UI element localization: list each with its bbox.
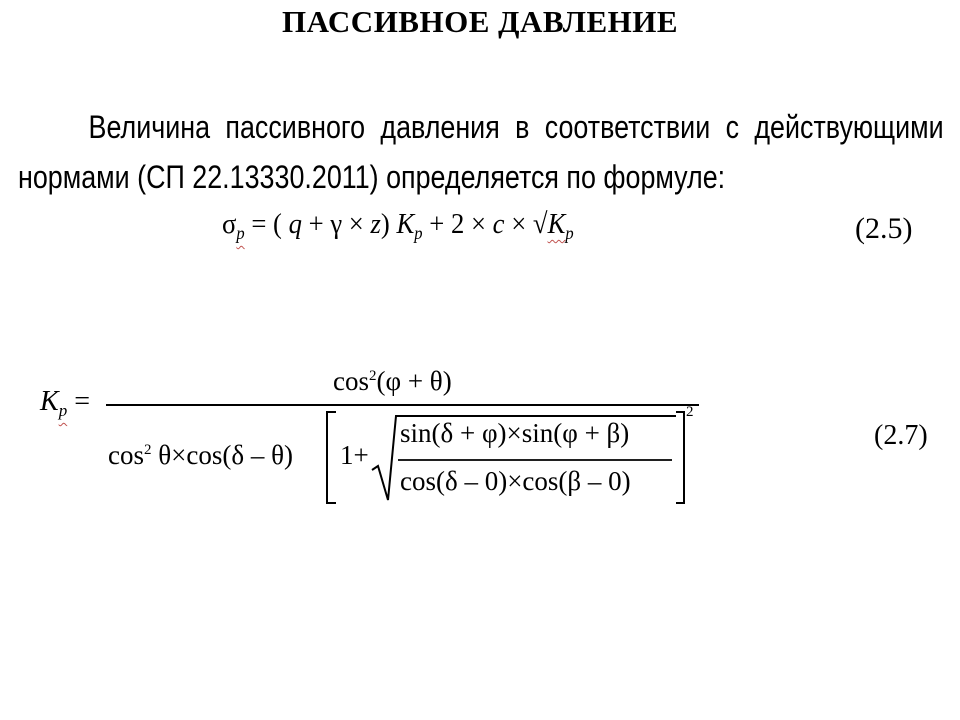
k-root-subscript: p — [565, 223, 574, 243]
sigma-subscript: p — [236, 223, 245, 243]
word: пассивного — [225, 109, 366, 145]
left-bracket — [327, 412, 336, 503]
equation-number-2-5: (2.5) — [855, 212, 913, 245]
word: действующими — [754, 109, 944, 145]
inner-numerator: sin(δ + φ)×sin(φ + β) — [400, 418, 630, 448]
formula-text: = ( — [244, 208, 289, 240]
inner-denominator: cos(δ – 0)×cos(β – 0) — [400, 466, 631, 496]
k-subscript: p — [58, 401, 68, 420]
exponent: 2 — [369, 368, 377, 384]
var-c: c — [492, 208, 505, 240]
exponent: 2 — [144, 442, 152, 458]
right-bracket — [676, 412, 684, 503]
numerator-arg: (φ + θ) — [376, 366, 452, 396]
word: давления — [380, 109, 500, 145]
formula-text: + γ × — [301, 208, 371, 240]
cos-func: cos — [108, 440, 144, 470]
word: с — [725, 109, 740, 145]
word: соответствии — [544, 109, 711, 145]
outer-exponent: 2 — [686, 404, 694, 420]
equals-sign: = — [67, 386, 90, 417]
k-subscript: p — [414, 223, 423, 243]
var-k-root: K — [547, 208, 566, 240]
formula-text: + 2 × — [422, 208, 493, 240]
slide-title: ПАССИВНОЕ ДАВЛЕНИЕ — [281, 4, 679, 39]
paragraph-line-2: нормами (СП 22.13330.2011) определяется по формуле: — [18, 159, 726, 195]
equation-number-2-7: (2.7) — [874, 420, 928, 451]
one-plus: 1+ — [340, 440, 369, 470]
var-z: z — [370, 208, 381, 240]
word: Величина — [88, 109, 211, 145]
formula-text: × √ — [504, 208, 548, 240]
word: в — [515, 109, 530, 145]
cos-func: cos — [333, 366, 369, 396]
var-q: q — [288, 208, 302, 240]
sigma-symbol: σ — [222, 208, 237, 240]
denominator-rest: θ×cos(δ – θ) — [151, 440, 294, 470]
var-k: K — [396, 208, 415, 240]
formula-text: ) — [380, 208, 397, 240]
var-k: K — [40, 386, 59, 417]
